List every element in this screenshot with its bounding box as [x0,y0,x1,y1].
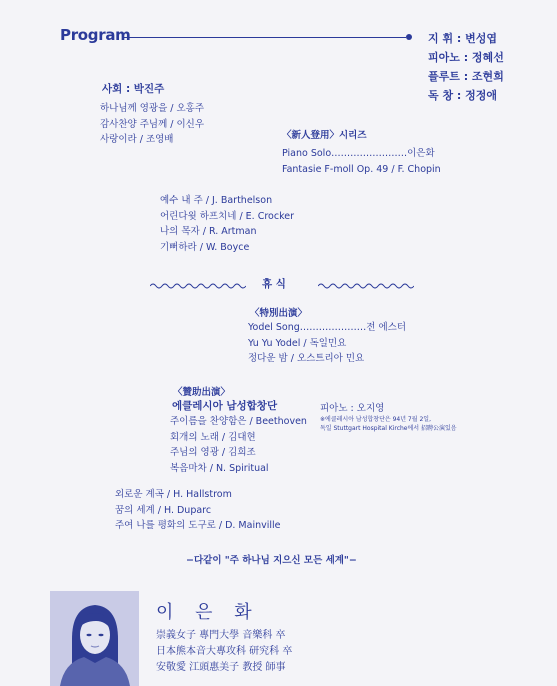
list-item: 기뻐하라 / W. Boyce [160,241,250,253]
list-item: 꿈의 세계 / H. Duparc [115,504,212,516]
title-rule [122,37,406,38]
list-item: 회개의 노래 / 김대현 [170,431,256,443]
intermission-label: 휴 식 [262,278,286,290]
list-item: 주여 나를 평화의 도구로 / D. Mainville [115,520,281,531]
bio-line: 崇義女子 專門大學 音樂科 卒 [156,630,286,641]
guest-choir-name: 에클레시아 남성합창단 [172,400,278,412]
note-line: 독일 Stuttgart Hospital Kirche에서 招聘公演있음 [320,425,457,432]
list-item: 나의 목자 / R. Artman [160,226,257,237]
list-item: 하나님께 영광을 / 오홍주 [100,103,205,114]
special-list [248,320,406,367]
list-item: Piano Solo……………………이은화 [282,148,435,159]
performer-name: 이 은 화 [156,602,260,623]
title-rule-dot [406,34,412,40]
list-item: Fantasie F-moll Op. 49 / F. Chopin [282,164,441,175]
list-item: 사랑이라 / 조영배 [100,134,174,145]
performer-photo [50,591,139,686]
list-item: 감사찬양 주님께 / 이신우 [100,118,205,130]
guest-song-list [170,414,307,476]
newcomer-list [282,146,441,178]
guest-accompanist: 피아노 : 오지영 [320,403,385,414]
list-item: 주이름을 찬양함은 / Beethoven [170,416,307,427]
wavy-rule-left [150,282,246,290]
list-item: 복음마차 / N. Spiritual [170,462,269,474]
note-line: ※에클레시아 남성합창단은 94년 7월 2일, [320,416,431,423]
part1-song-list [100,101,204,148]
credit-solo: 독 창 : 정정애 [428,89,498,102]
part2-song-list [160,193,294,255]
performer-credits [428,29,504,105]
list-item: 주님의 영광 / 김희조 [170,447,256,458]
guest-note [320,415,457,433]
list-item: 외로운 계곡 / H. Hallstrom [115,489,232,500]
list-item: 예수 내 주 / J. Barthelson [160,195,273,206]
list-item: 정다운 밤 / 오스트리아 민요 [248,353,365,364]
list-item: Yu Yu Yodel / 독일민요 [248,337,347,349]
credit-conductor: 지 휘 : 변성엽 [428,32,498,45]
host-line: 사회 : 박진주 [102,83,165,95]
list-item: Yodel Song…………………전 에스터 [248,322,407,333]
special-heading: 〈特別出演〉 [250,308,308,319]
page-title: Program [60,26,131,44]
bio-line: 日本熊本音大專攻科 研究科 卒 [156,646,293,657]
bio-line: 安敬愛 江頭惠美子 教授 師事 [156,662,286,673]
newcomer-heading: 〈新人登用〉시리즈 [282,130,367,141]
credit-piano: 피아노 : 정혜선 [428,51,504,64]
list-item: 어린다윗 하프치네 / E. Crocker [160,210,294,222]
wavy-rule-right [318,282,414,290]
guest-heading: 〈贊助出演〉 [173,387,231,398]
closing-hymn: −다같이 "주 하나님 지으신 모든 세계"− [186,555,357,566]
credit-flute: 플루트 : 조현희 [428,70,504,83]
finale-song-list [115,487,281,534]
performer-bio [156,628,292,676]
